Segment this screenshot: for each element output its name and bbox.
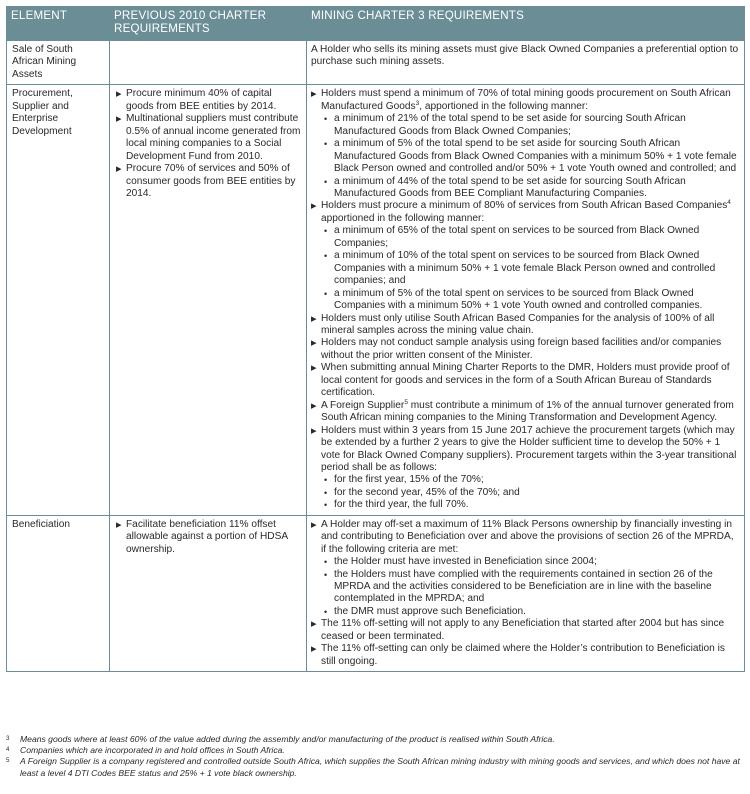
goods-sublist	[321, 113, 739, 200]
list-item: • a minimum of 5% of the total spend to be set aside for sourcing South African Manufactured Goods from Black Owned Companies with a minimum 50% + 1 vote female Black Person owned and controlled and/or 50% + 1 vote Youth owned and controlled; and	[321, 138, 739, 175]
charter3-procurement-list	[311, 88, 739, 511]
footnote-ref: 4	[727, 199, 731, 207]
list-item: • the Holders must have complied with the requirements contained in section 26 of the MPRDA and the activities considered to be Beneficiation are in line with the baseline contemplated in the MPRDA; and	[321, 569, 739, 606]
list-item-services: ▶ Holders must procure a minimum of 80% of services from South African Based Companies$^4$ apportioned in the following manner: • a minimum of 65% of the total spent on services to be sourced from Black Owned Companies; • a minimum of 10% of the total spent on services to be sourced from Black Owned Companies with a minimum 50% + 1 vote female Black Person owned and controlled companies; and • a minimum of 5% of the total spent on services to be sourced from Black Owned Companies with a minimum 50% + 1 vote Youth owned and controlled companies.	[311, 200, 739, 312]
list-item-foreign-supplier: ▶ A Foreign Supplier$^5$ must contribute a minimum of 1% of the annual turnover generated from South African mining companies to the Mining Transformation and Development Agency.	[311, 400, 739, 425]
previous-procurement-list	[116, 88, 301, 200]
footnote-text: Companies which are incorporated in and hold offices in South Africa.	[20, 745, 285, 756]
header-previous-2010: PREVIOUS 2010 CHARTER REQUIREMENTS	[110, 7, 307, 41]
list-item: • for the first year, 15% of the 70%;	[321, 474, 739, 486]
header-mining-charter-3: MINING CHARTER 3 REQUIREMENTS	[307, 7, 745, 41]
footnote-text: A Foreign Supplier is a company registered and controlled outside South Africa, which supplies the South African mining industry with mining goods and services, and which does not have at least a level 4 DTI Codes BEE status and 25% + 1 vote black ownership.	[20, 756, 740, 778]
list-item-goods: ▶ Holders must spend a minimum of 70% of total mining goods procurement on South African Manufactured Goods$^3$, apportioned in the following manner: • a minimum of 21% of the total spend to be set aside for sourcing South African Manufactured Goods from Black Owned Companies; • a minimum of 5% of the total spend to be set aside for sourcing South African Manufactured Goods from Black Owned Companies with a minimum 50% + 1 vote female Black Person owned and controlled and/or 50% + 1 vote Youth owned and controlled; and • a minimum of 44% of the total spend to be set aside for sourcing South African Manufactured Goods from BEE Compliant Manufacturing Companies.	[311, 88, 739, 200]
table-header	[7, 7, 745, 41]
list-item: ▶ Multinational suppliers must contribute 0.5% of annual income generated from local mining companies to a Social Development Fund from 2010.	[116, 113, 301, 163]
charter3-beneficiation-list	[311, 519, 739, 668]
footnote-ref: 3	[415, 99, 420, 107]
list-item-offset: ▶ A Holder may off-set a maximum of 11% Black Persons ownership by financially investing in and contributing to Beneficiation over and above the provisions of section 26 of the MPRDA, if the following criteria are met: • the Holder must have invested in Beneficiation since 2004; • the Holders must have complied with the requirements contained in section 26 of the MPRDA and the activities considered to be Beneficiation are in line with the baseline contemplated in the MPRDA; and • the DMR must approve such Beneficiation.	[311, 519, 739, 619]
cell-previous-sale	[110, 41, 307, 85]
cell-charter3-beneficiation	[307, 515, 745, 671]
cell-element-procurement: Procurement, Supplier and Enterprise Development	[7, 85, 110, 515]
header-row	[7, 7, 745, 41]
list-item: • a minimum of 10% of the total spent on services to be sourced from Black Owned Companies with a minimum 50% + 1 vote female Black Person owned and controlled companies; and	[321, 250, 739, 287]
footnote-4	[6, 745, 744, 756]
list-item: • the Holder must have invested in Beneficiation since 2004;	[321, 556, 739, 568]
list-item-foreign-analysis: ▶ Holders may not conduct sample analysis using foreign based facilities and/or companies without the prior written consent of the Minister.	[311, 337, 739, 362]
list-item: • the DMR must approve such Beneficiation.	[321, 606, 739, 618]
list-item-ongoing: ▶ The 11% off-setting can only be claimed where the Holder’s contribution to Beneficiation is still ongoing.	[311, 643, 739, 668]
cell-element-beneficiation: Beneficiation	[7, 515, 110, 671]
footnotes	[6, 734, 744, 779]
footnote-ref: 5	[404, 398, 408, 406]
table-row-sale-of-assets	[7, 41, 745, 85]
footnote-3	[6, 734, 744, 745]
list-item: • a minimum of 5% of the total spent on services to be sourced from Black Owned Companies with a minimum 50% + 1 vote Youth owned and controlled companies.	[321, 288, 739, 313]
footnote-number: 4	[6, 746, 10, 754]
cell-charter3-sale	[307, 41, 745, 85]
footnote-5	[6, 756, 744, 778]
cell-element-sale: Sale of South African Mining Assets	[7, 41, 110, 85]
list-item-targets: ▶ Holders must within 3 years from 15 June 2017 achieve the procurement targets (which may be extended by a further 2 years to give the Holder sufficient time to develop the 50% + 1 vote for Black Owned Company suppliers). Procurement targets within the 3-year transitional period shall be as follows: • for the first year, 15% of the 70%; • for the second year, 45% of the 70%; and • for the third year, the full 70%.	[311, 425, 739, 512]
list-item: • for the second year, 45% of the 70%; and	[321, 487, 739, 499]
list-item: ▶ Procure minimum 40% of capital goods from BEE entities by 2014.	[116, 88, 301, 113]
list-item-reports: ▶ When submitting annual Mining Charter Reports to the DMR, Holders must provide proof of local content for goods and services in the form of a South African Bureau of Standards certification.	[311, 362, 739, 399]
offset-sublist	[321, 556, 739, 618]
list-item-analysis: ▶ Holders must only utilise South African Based Companies for the analysis of 100% of all mineral samples across the mining value chain.	[311, 313, 739, 338]
cell-charter3-procurement	[307, 85, 745, 515]
list-item-not-apply: ▶ The 11% off-setting will not apply to any Beneficiation that started after 2004 but has since ceased or been terminated.	[311, 618, 739, 643]
list-item: • a minimum of 65% of the total spent on services to be sourced from Black Owned Companies;	[321, 225, 739, 250]
targets-sublist	[321, 474, 739, 511]
table-row-beneficiation	[7, 515, 745, 671]
list-item: • a minimum of 21% of the total spend to be set aside for sourcing South African Manufactured Goods from Black Owned Companies;	[321, 113, 739, 138]
list-item: • for the third year, the full 70%.	[321, 499, 739, 511]
footnote-number: 3	[6, 735, 10, 742]
footnote-text: Means goods where at least 60% of the value added during the assembly and/or manufacturing of the product is realised within South Africa.	[20, 734, 555, 744]
table-row-procurement	[7, 85, 745, 515]
list-item: • a minimum of 44% of the total spend to be set aside for sourcing South African Manufactured Goods from BEE Compliant Manufacturing Companies.	[321, 176, 739, 201]
previous-beneficiation-list	[116, 519, 301, 556]
charter-comparison-table	[6, 6, 745, 672]
cell-previous-procurement	[110, 85, 307, 515]
footnote-number: 5	[6, 757, 10, 765]
list-item: ▶ Procure 70% of services and 50% of consumer goods from BEE entities by 2014.	[116, 163, 301, 200]
cell-previous-beneficiation	[110, 515, 307, 671]
list-item: ▶ Facilitate beneficiation 11% offset allowable against a portion of HDSA ownership.	[116, 519, 301, 556]
header-element: ELEMENT	[7, 7, 110, 41]
sale-requirement-text: A Holder who sells its mining assets must give Black Owned Companies a preferential option to purchase such mining assets.	[311, 44, 739, 68]
services-sublist	[321, 225, 739, 312]
